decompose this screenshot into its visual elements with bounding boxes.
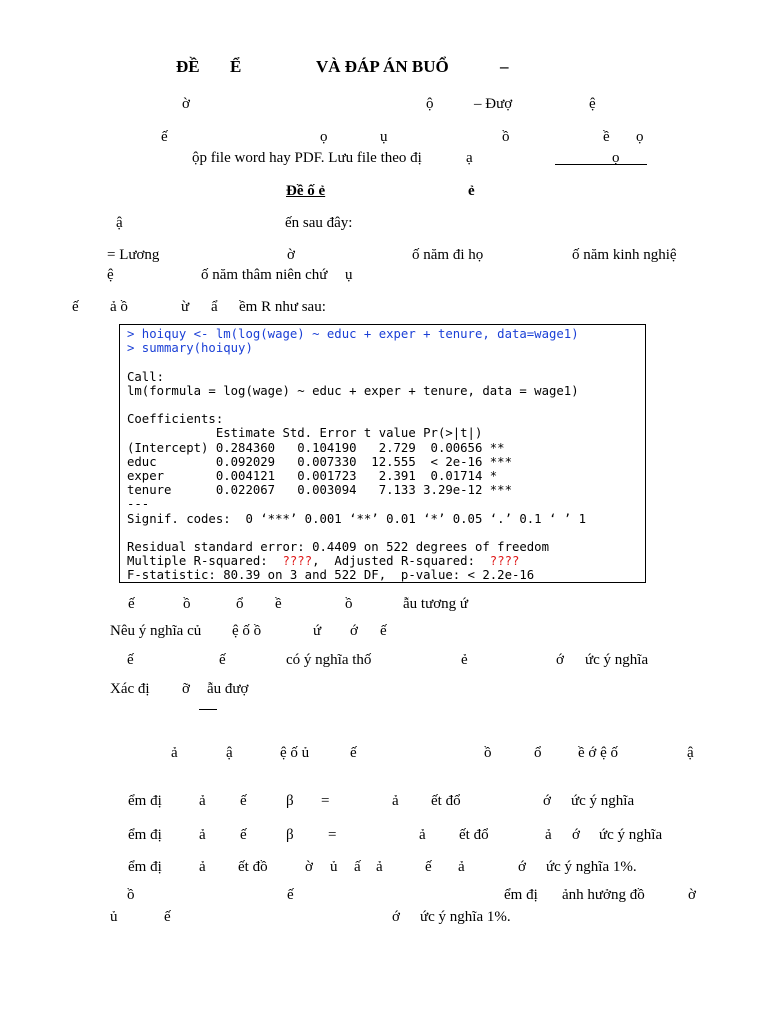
body-fragment: ế <box>72 299 79 315</box>
part2-fragment: ờ <box>305 859 313 875</box>
part2-fragment: ết đổ <box>431 793 461 809</box>
part2-fragment: ế <box>164 909 171 925</box>
part2-fragment: ả <box>392 793 399 809</box>
beta-symbol: β <box>286 827 294 843</box>
intro-fragment: ề <box>603 129 610 145</box>
part2-fragment: ớ <box>392 909 400 925</box>
question-fragment: ồ <box>183 596 191 612</box>
intro-fragment: ụ <box>380 129 388 145</box>
title-part-3: VÀ ĐÁP ÁN BUỔ <box>316 57 449 76</box>
part2-fragment: ớ <box>543 793 551 809</box>
body-fragment: ố năm kinh nghiệ <box>572 247 677 263</box>
call-text: lm(formula = log(wage) ~ educ + exper + tenure, data = wage1) <box>127 383 579 398</box>
multiple-r2-label: Multiple R-squared: <box>127 554 283 569</box>
question-fragment: ề <box>275 596 282 612</box>
intro-fragment: ộ <box>426 96 434 112</box>
body-fragment: ụ <box>345 267 353 283</box>
part2-fragment: ế <box>425 859 432 875</box>
part2-fragment: ểm đị <box>504 887 538 903</box>
part2-fragment: ế <box>350 745 357 761</box>
intro-fragment: ệ <box>589 96 596 112</box>
part2-fragment: ết đồ <box>238 859 268 875</box>
body-fragment: ềm R như sau: <box>239 299 326 315</box>
intro-fragment: – Đượ <box>474 96 513 112</box>
body-fragment: ệ <box>107 267 114 283</box>
intro-fragment: ồ <box>502 129 510 145</box>
part2-fragment: ức ý nghĩa <box>599 827 663 843</box>
body-fragment: ờ <box>287 247 295 263</box>
part2-fragment: ề ớ ệ ố <box>578 745 618 761</box>
question-fragment: ẫu tương ứ <box>403 596 469 612</box>
part2-fragment: ả <box>199 859 206 875</box>
part2-fragment: ấ <box>354 859 361 875</box>
question-fragment: ế <box>219 652 226 668</box>
part2-fragment: ức ý nghĩa <box>571 793 635 809</box>
body-fragment: = Lương <box>107 247 160 263</box>
question-fragment: ứ <box>313 623 322 639</box>
intro-fragment: ọ <box>636 129 644 145</box>
body-fragment: ả ồ <box>110 299 128 315</box>
title-part-2: Ể <box>230 57 242 76</box>
coefficients-label: Coefficients: <box>127 412 224 427</box>
title-part-4: – <box>500 57 509 76</box>
part2-fragment: ồ <box>127 887 135 903</box>
part2-fragment: ểm đị <box>128 827 162 843</box>
intro-fragment: ế <box>161 129 168 145</box>
part2-fragment: ảnh hưởng đồ <box>562 887 645 903</box>
underline-rule <box>555 164 647 165</box>
question-fragment: ớ <box>556 652 564 668</box>
adjusted-r2-label: , Adjusted R-squared: <box>312 554 490 569</box>
question-fragment: ỡ <box>182 681 190 697</box>
r-command-line: > hoiquy <- lm(log(wage) ~ educ + exper + tenure, data=wage1) <box>127 327 579 341</box>
part2-fragment: ồ <box>484 745 492 761</box>
residual-se: Residual standard error: 0.4409 on 522 degrees of freedom <box>127 540 549 555</box>
intro-fragment: ộp file word hay PDF. Lưu file theo đị <box>192 150 422 166</box>
body-fragment: ố năm đi họ <box>412 247 484 263</box>
body-fragment: ậ <box>116 215 123 231</box>
part2-fragment: ả <box>171 745 178 761</box>
intro-fragment: ạ <box>466 150 473 166</box>
part2-fragment: ệ ố ủ <box>280 745 310 761</box>
part2-fragment: ả <box>419 827 426 843</box>
part2-fragment: ế <box>240 827 247 843</box>
body-fragment: ố năm thâm niên chứ <box>201 267 328 283</box>
part2-fragment: ủ <box>110 909 118 925</box>
coef-row: exper 0.004121 0.001723 2.391 0.01714 * <box>127 469 498 484</box>
part2-fragment: = <box>328 827 337 843</box>
adjusted-r2-value: ???? <box>489 554 520 569</box>
body-fragment: ẩ <box>211 299 218 315</box>
part2-fragment: ổ <box>534 745 542 761</box>
answer-blank <box>199 709 217 710</box>
intro-fragment: ọ <box>320 129 328 145</box>
part2-fragment: = <box>321 793 330 809</box>
part2-fragment: ế <box>240 793 247 809</box>
part2-fragment: ế <box>287 887 294 903</box>
f-statistic: F-statistic: 80.39 on 3 and 522 DF, p-value: < 2.2e-16 <box>127 568 535 583</box>
part2-fragment: ết đổ <box>459 827 489 843</box>
question-fragment: ẫu đượ <box>207 681 249 697</box>
part2-fragment: ớ <box>572 827 580 843</box>
part2-fragment: ờ <box>688 887 696 903</box>
question-fragment: ổ <box>236 596 244 612</box>
coef-row: (Intercept) 0.284360 0.104190 2.729 0.00656 ** <box>127 440 505 455</box>
coef-header: Estimate Std. Error t value Pr(>|t|) <box>127 426 483 441</box>
question-fragment: ế <box>128 596 135 612</box>
r-output <box>127 327 586 583</box>
coef-row: educ 0.092029 0.007330 12.555 < 2e-16 *** <box>127 454 512 469</box>
part2-fragment: ểm đị <box>128 793 162 809</box>
part2-fragment: ả <box>458 859 465 875</box>
multiple-r2-value: ???? <box>282 554 313 569</box>
r-command-line: > summary(hoiquy) <box>127 341 253 356</box>
intro-fragment: ọ <box>612 150 620 166</box>
body-fragment: ừ <box>181 299 190 315</box>
body-fragment: ến sau đây: <box>285 215 353 231</box>
title-part-1: ĐỀ <box>176 57 200 76</box>
part2-fragment: ủ <box>330 859 338 875</box>
part2-fragment: ậ <box>687 745 694 761</box>
question-fragment: ẻ <box>461 652 468 668</box>
section-heading-fragment: ẻ <box>468 183 475 199</box>
question-fragment: ức ý nghĩa <box>585 652 649 668</box>
part2-fragment: ả <box>545 827 552 843</box>
part2-fragment: ểm đị <box>128 859 162 875</box>
intro-fragment: ờ <box>182 96 190 112</box>
coef-row: tenure 0.022067 0.003094 7.133 3.29e-12 *** <box>127 483 512 498</box>
question-fragment: ồ <box>345 596 353 612</box>
question-fragment: ế <box>380 623 387 639</box>
part2-fragment: ả <box>199 793 206 809</box>
part2-fragment: ớ <box>518 859 526 875</box>
signif-codes: Signif. codes: 0 ‘***’ 0.001 ‘**’ 0.01 ‘*’ 0.05 ‘.’ 0.1 ‘ ’ 1 <box>127 511 587 526</box>
question-fragment: Xác đị <box>110 681 150 697</box>
question-fragment: ớ <box>350 623 358 639</box>
part2-fragment: ức ý nghĩa 1%. <box>546 859 637 875</box>
part2-fragment: ả <box>376 859 383 875</box>
question-fragment: có ý nghĩa thố <box>286 652 372 668</box>
question-fragment: Nêu ý nghĩa củ <box>110 623 202 639</box>
question-fragment: ế <box>127 652 134 668</box>
beta-symbol: β <box>286 793 294 809</box>
section-heading: Đề ố ẻ <box>286 183 326 199</box>
part2-fragment: ức ý nghĩa 1%. <box>420 909 511 925</box>
separator: --- <box>127 497 150 512</box>
r-output-box <box>119 324 646 583</box>
part2-fragment: ả <box>199 827 206 843</box>
call-label: Call: <box>127 369 165 384</box>
part2-fragment: ậ <box>226 745 233 761</box>
question-fragment: ệ ố ồ <box>232 623 262 639</box>
